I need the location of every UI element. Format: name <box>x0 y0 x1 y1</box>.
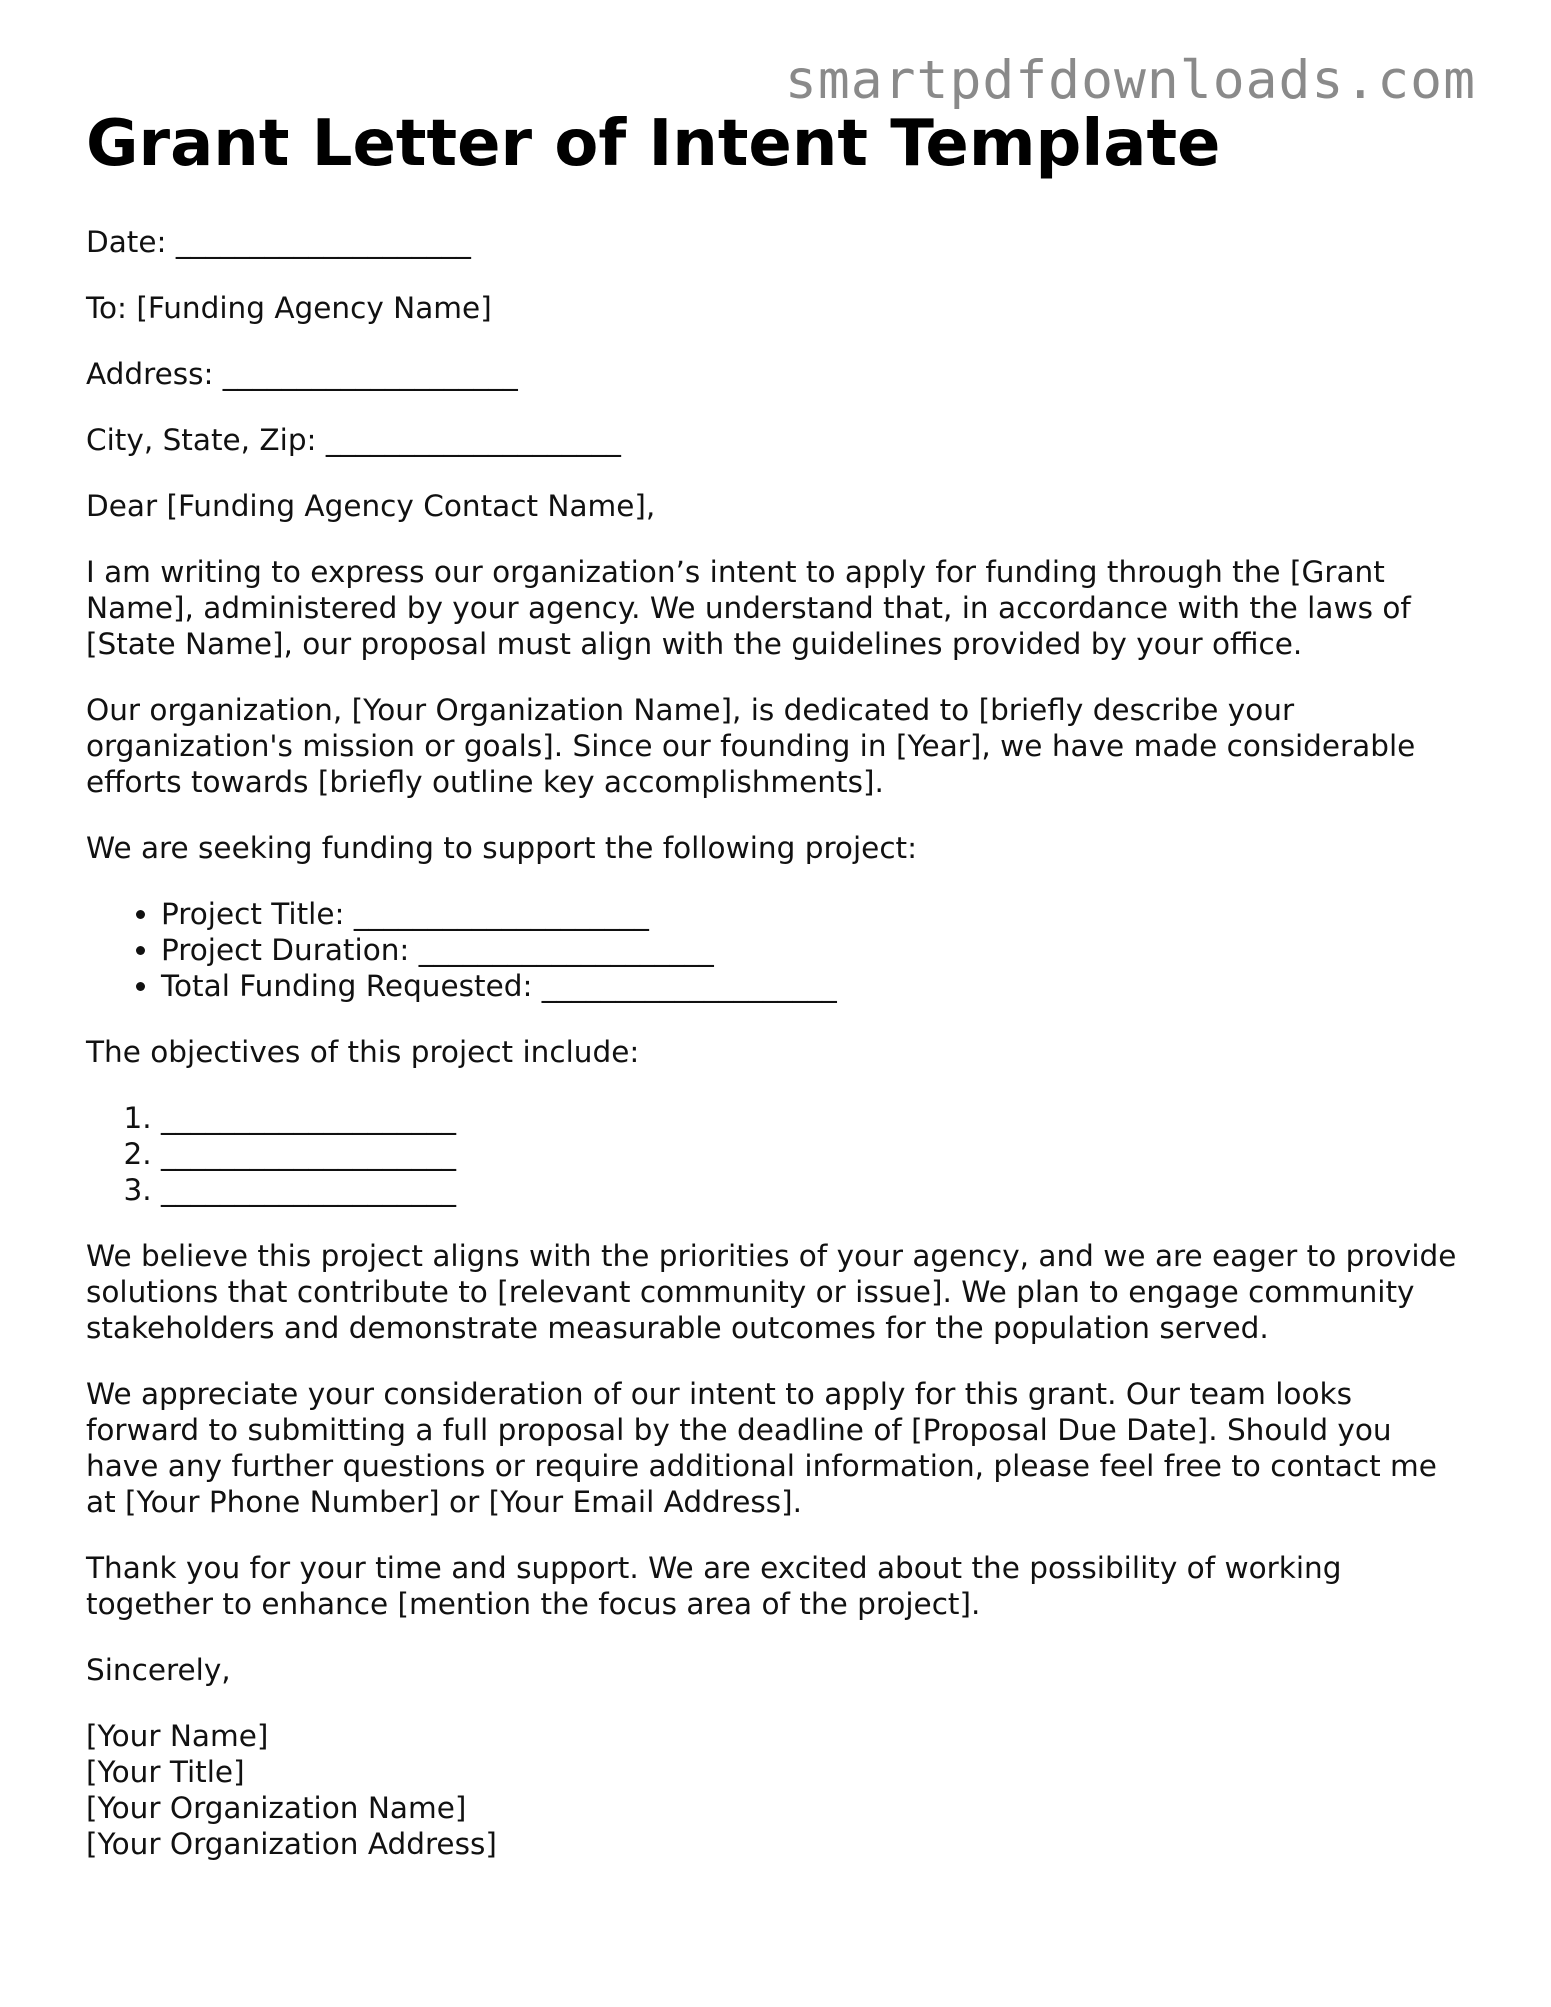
objectives-intro: The objectives of this project include: <box>86 1035 640 1069</box>
watermark: smartpdfdownloads.com <box>784 50 1476 111</box>
page-title: Grant Letter of Intent Template <box>86 107 1221 181</box>
closing: Sincerely, <box>86 1653 231 1687</box>
letter-page <box>86 104 1466 1892</box>
project-details-list <box>86 896 1466 1004</box>
objectives-list <box>86 1100 1466 1208</box>
signature-block <box>86 1718 1466 1862</box>
list-item: • Total Funding Requested: ____________________ <box>161 968 1466 1004</box>
signature-name: [Your Name] <box>86 1719 269 1753</box>
signature-title: [Your Title] <box>86 1755 245 1789</box>
list-item: • Project Title: ____________________ <box>161 896 1466 932</box>
list-item: 3. ____________________ <box>161 1172 1466 1208</box>
intent-paragraph: I am writing to express our organization’s intent to apply for funding through the [Grant Name], administered by your agency. We understand that, in accordance with the laws of [State Name], our proposal must align with the guidelines provided by your office. <box>86 555 1411 661</box>
address-field: Address: ____________________ <box>86 357 518 391</box>
list-item: 1. ____________________ <box>161 1100 1466 1136</box>
date-field: Date: ____________________ <box>86 225 471 259</box>
appreciation-paragraph: We appreciate your consideration of our intent to apply for this grant. Our team looks forward to submitting a full proposal by the deadline of [Proposal Due Date]. Should you have any further questions or require additional information, please feel free to contact me at [Your Phone Number] or [Your Email Address]. <box>86 1377 1437 1519</box>
city-state-zip-field: City, State, Zip: ____________________ <box>86 423 621 457</box>
seeking-paragraph: We are seeking funding to support the following project: <box>86 831 918 865</box>
salutation: Dear [Funding Agency Contact Name], <box>86 489 656 523</box>
signature-organization: [Your Organization Name] <box>86 1791 467 1825</box>
alignment-paragraph: We believe this project aligns with the priorities of your agency, and we are eager to provide solutions that contribute to [relevant community or issue]. We plan to engage community stakeholders and demonstrate measurable outcomes for the population served. <box>86 1239 1457 1345</box>
list-item: • Project Duration: ____________________ <box>161 932 1466 968</box>
list-item: 2. ____________________ <box>161 1136 1466 1172</box>
organization-paragraph: Our organization, [Your Organization Name], is dedicated to [briefly describe your organization's mission or goals]. Since our founding in [Year], we have made considerable efforts towards [briefly outline key accomplishments]. <box>86 693 1416 799</box>
to-field: To: [Funding Agency Name] <box>86 291 492 325</box>
thanks-paragraph: Thank you for your time and support. We are excited about the possibility of working together to enhance [mention the focus area of the project]. <box>86 1551 1342 1621</box>
signature-address: [Your Organization Address] <box>86 1827 497 1861</box>
